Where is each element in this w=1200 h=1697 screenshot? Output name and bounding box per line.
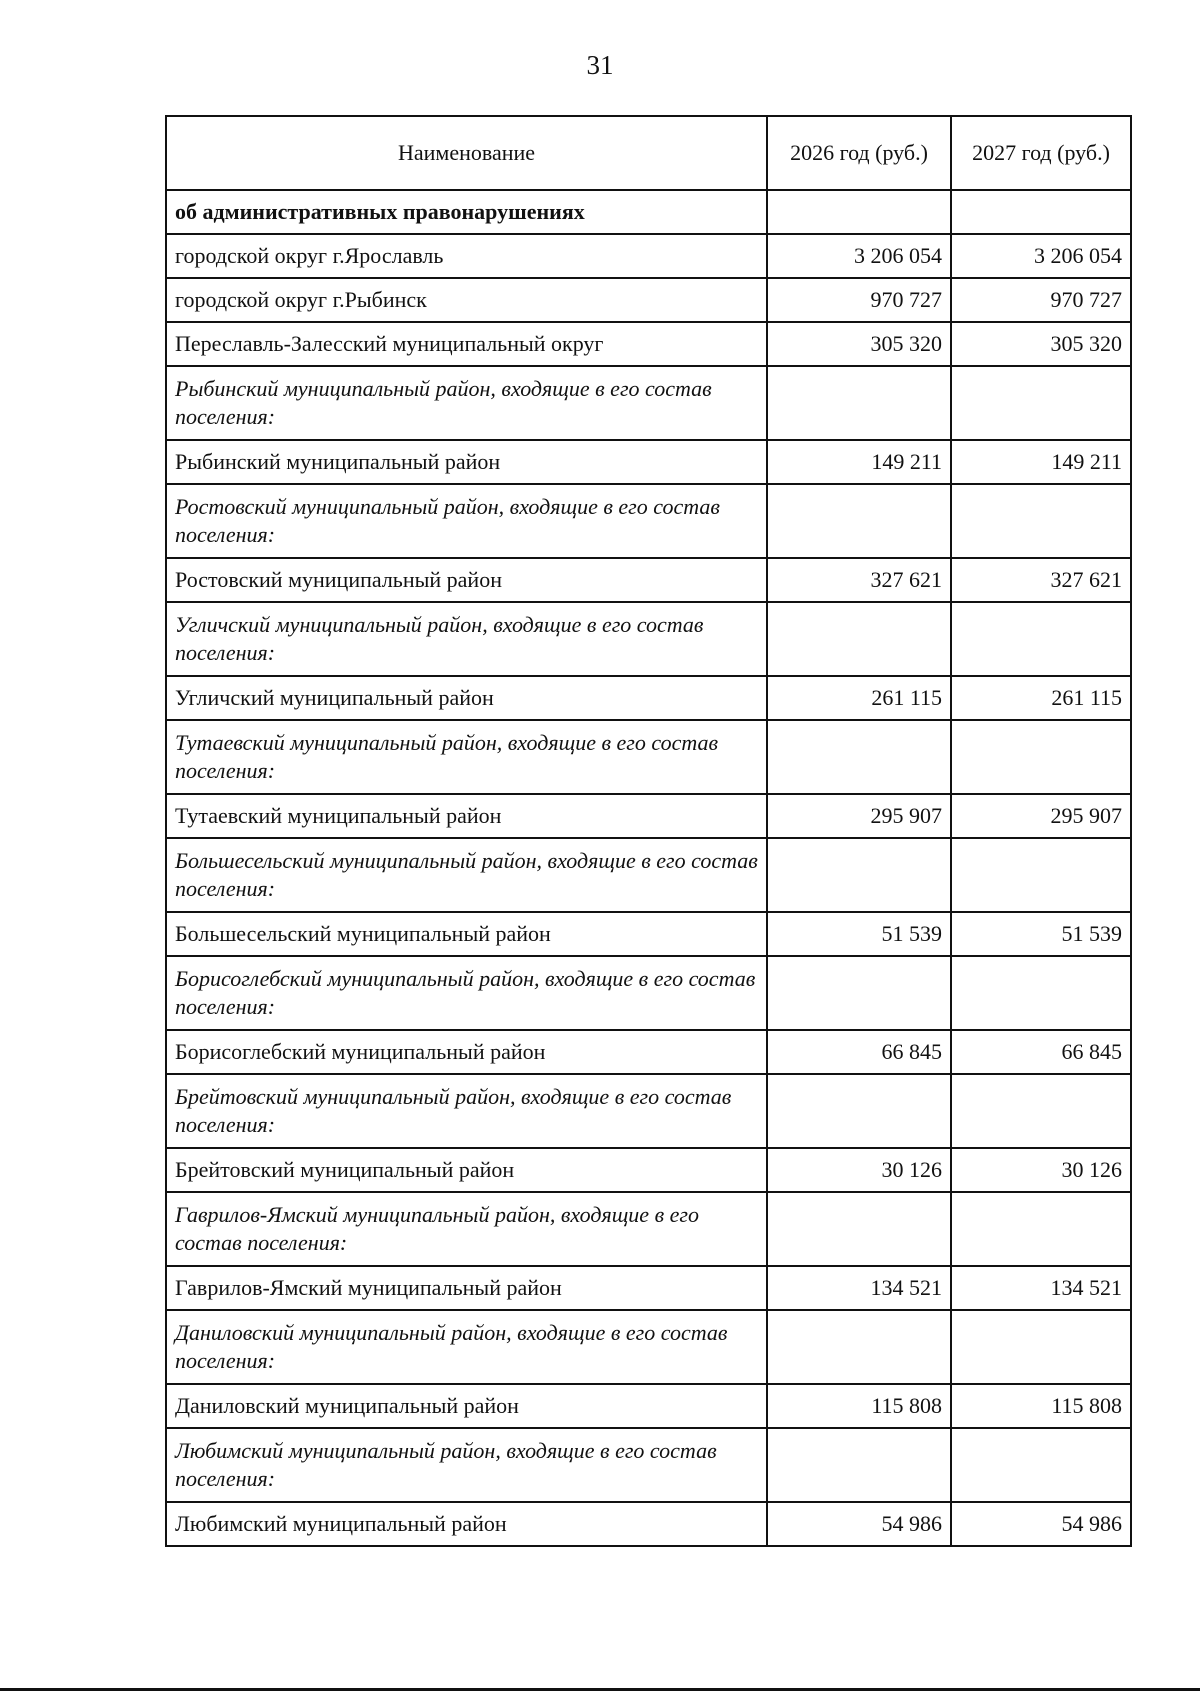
row-name: Большесельский муниципальный район <box>166 912 767 956</box>
row-value-2026 <box>767 1310 951 1384</box>
row-value-2026: 295 907 <box>767 794 951 838</box>
row-value-2027 <box>951 190 1131 234</box>
table-row <box>166 794 1131 838</box>
row-name: Угличский муниципальный район, входящие в его состав поселения: <box>166 602 767 676</box>
table-row <box>166 912 1131 956</box>
row-value-2026: 305 320 <box>767 322 951 366</box>
page-number: 31 <box>586 50 614 80</box>
table-group-row <box>166 838 1131 912</box>
header-2026: 2026 год (руб.) <box>767 116 951 190</box>
row-value-2026 <box>767 1074 951 1148</box>
header-name: Наименование <box>166 116 767 190</box>
row-value-2026: 30 126 <box>767 1148 951 1192</box>
row-value-2027 <box>951 720 1131 794</box>
row-value-2026: 66 845 <box>767 1030 951 1074</box>
table-row <box>166 322 1131 366</box>
table-row <box>166 1502 1131 1546</box>
header-2027: 2027 год (руб.) <box>951 116 1131 190</box>
row-value-2027 <box>951 838 1131 912</box>
row-name: Рыбинский муниципальный район <box>166 440 767 484</box>
row-name: городской округ г.Рыбинск <box>166 278 767 322</box>
row-value-2026: 51 539 <box>767 912 951 956</box>
table-row <box>166 278 1131 322</box>
table-row <box>166 558 1131 602</box>
row-value-2027: 305 320 <box>951 322 1131 366</box>
row-value-2027 <box>951 366 1131 440</box>
table-group-row <box>166 1192 1131 1266</box>
row-value-2027 <box>951 956 1131 1030</box>
row-name: Большесельский муниципальный район, входящие в его состав поселения: <box>166 838 767 912</box>
row-value-2027 <box>951 1192 1131 1266</box>
row-value-2026: 261 115 <box>767 676 951 720</box>
row-value-2026 <box>767 956 951 1030</box>
row-value-2026: 134 521 <box>767 1266 951 1310</box>
row-name: Гаврилов-Ямский муниципальный район <box>166 1266 767 1310</box>
table-row <box>166 440 1131 484</box>
row-value-2027: 149 211 <box>951 440 1131 484</box>
row-value-2026 <box>767 1428 951 1502</box>
row-value-2026 <box>767 366 951 440</box>
row-value-2026 <box>767 190 951 234</box>
row-value-2027: 51 539 <box>951 912 1131 956</box>
row-name: Ростовский муниципальный район, входящие в его состав поселения: <box>166 484 767 558</box>
row-value-2027: 134 521 <box>951 1266 1131 1310</box>
table-body <box>166 190 1131 1546</box>
row-name: Гаврилов-Ямский муниципальный район, входящие в его состав поселения: <box>166 1192 767 1266</box>
row-name: Переславль-Залесский муниципальный округ <box>166 322 767 366</box>
row-name: Брейтовский муниципальный район, входящие в его состав поселения: <box>166 1074 767 1148</box>
row-name: Тутаевский муниципальный район, входящие в его состав поселения: <box>166 720 767 794</box>
row-value-2026 <box>767 1192 951 1266</box>
row-value-2026 <box>767 838 951 912</box>
table-header-row <box>166 116 1131 190</box>
row-value-2026 <box>767 720 951 794</box>
scan-bottom-edge <box>0 1688 1200 1691</box>
row-value-2027: 66 845 <box>951 1030 1131 1074</box>
row-value-2026: 327 621 <box>767 558 951 602</box>
table-row <box>166 1266 1131 1310</box>
row-value-2026 <box>767 602 951 676</box>
table-group-row <box>166 1310 1131 1384</box>
row-value-2027: 30 126 <box>951 1148 1131 1192</box>
row-value-2027: 295 907 <box>951 794 1131 838</box>
row-name: Борисоглебский муниципальный район, входящие в его состав поселения: <box>166 956 767 1030</box>
allocation-table <box>165 115 1132 1547</box>
row-name: Рыбинский муниципальный район, входящие в его состав поселения: <box>166 366 767 440</box>
table-group-row <box>166 366 1131 440</box>
row-name: Угличский муниципальный район <box>166 676 767 720</box>
table-group-row <box>166 1074 1131 1148</box>
row-value-2027 <box>951 484 1131 558</box>
row-name: Даниловский муниципальный район <box>166 1384 767 1428</box>
table-row <box>166 234 1131 278</box>
row-value-2027 <box>951 1428 1131 1502</box>
row-value-2027 <box>951 1310 1131 1384</box>
row-value-2027 <box>951 1074 1131 1148</box>
row-name: Борисоглебский муниципальный район <box>166 1030 767 1074</box>
row-name: городской округ г.Ярославль <box>166 234 767 278</box>
table-row <box>166 1030 1131 1074</box>
row-value-2027: 115 808 <box>951 1384 1131 1428</box>
row-value-2027: 261 115 <box>951 676 1131 720</box>
table-row <box>166 1384 1131 1428</box>
row-value-2027: 54 986 <box>951 1502 1131 1546</box>
table-group-row <box>166 602 1131 676</box>
row-value-2026 <box>767 484 951 558</box>
table-group-row <box>166 1428 1131 1502</box>
row-name: Брейтовский муниципальный район <box>166 1148 767 1192</box>
table-row <box>166 676 1131 720</box>
row-value-2027: 970 727 <box>951 278 1131 322</box>
row-value-2027 <box>951 602 1131 676</box>
table-group-row <box>166 720 1131 794</box>
row-name: об административных правонарушениях <box>166 190 767 234</box>
row-value-2026: 54 986 <box>767 1502 951 1546</box>
row-name: Ростовский муниципальный район <box>166 558 767 602</box>
row-value-2027: 3 206 054 <box>951 234 1131 278</box>
row-value-2027: 327 621 <box>951 558 1131 602</box>
table-section-row <box>166 190 1131 234</box>
table-row <box>166 1148 1131 1192</box>
row-name: Любимский муниципальный район, входящие в его состав поселения: <box>166 1428 767 1502</box>
table-group-row <box>166 484 1131 558</box>
row-name: Даниловский муниципальный район, входящие в его состав поселения: <box>166 1310 767 1384</box>
row-value-2026: 970 727 <box>767 278 951 322</box>
table-group-row <box>166 956 1131 1030</box>
row-value-2026: 3 206 054 <box>767 234 951 278</box>
row-name: Любимский муниципальный район <box>166 1502 767 1546</box>
row-value-2026: 149 211 <box>767 440 951 484</box>
row-value-2026: 115 808 <box>767 1384 951 1428</box>
row-name: Тутаевский муниципальный район <box>166 794 767 838</box>
